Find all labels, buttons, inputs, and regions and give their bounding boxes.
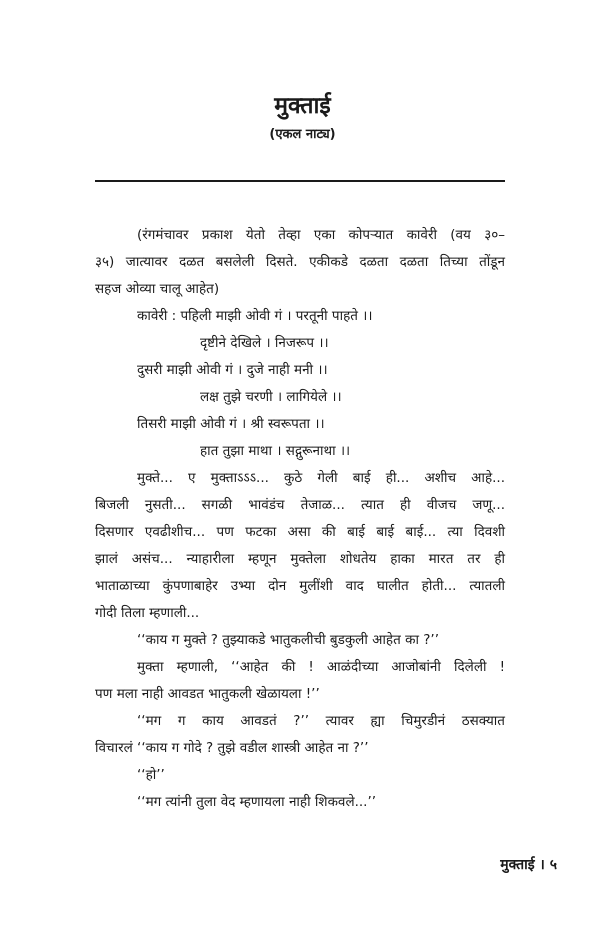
dialogue-line: ‘‘मग ग काय आवडतं ?’’ त्यावर ह्या चिमुरडीनं ठसक्यात	[137, 713, 505, 729]
verse-line: तिसरी माझी ओवी गं । श्री स्वरूपता ।।	[137, 416, 325, 432]
text-line: बिजली नुसती... सगळी भावंडंच तेजाळ... त्यात ही वीजच जणू...	[95, 497, 505, 513]
page-title: मुक्ताई	[274, 93, 331, 119]
verse-line: हात तुझा माथा । सद्गुरूनाथा ।।	[200, 443, 351, 459]
divider-rule	[95, 180, 505, 182]
text-line: ३५) जात्यावर दळत बसलेली दिसते. एकीकडे दळता दळता तिच्या तोंडून	[95, 254, 505, 270]
dialogue-line: ‘‘मग त्यांनी तुला वेद म्हणायला नाही शिकवले...’’	[137, 794, 377, 810]
body-text	[95, 222, 505, 816]
page-subtitle: (एकल नाट्य)	[269, 127, 336, 142]
text-line: सहज ओव्या चालू आहेत)	[95, 281, 220, 297]
dialogue-line: मुक्ता म्हणाली, ‘‘आहेत की ! आळंदीच्या आजोबांनी दिलेली !	[137, 659, 505, 675]
verse-line: दृष्टीने देखिले । निजरूप ।।	[200, 335, 329, 351]
page-footer: मुक्ताई । ५	[500, 857, 557, 873]
verse-line: कावेरी : पहिली माझी ओवी गं । परतूनी पाहते ।।	[137, 308, 373, 324]
text-line: दिसणार एवढीशीच... पण फटका असा की बाई बाई बाई... त्या दिवशी	[95, 524, 505, 540]
text-line: झालं असंच... न्याहारीला म्हणून मुक्तेला शोधतेय हाका मारत तर ही	[95, 551, 505, 567]
dialogue-line: ‘‘हो’’	[137, 767, 165, 783]
verse-line: दुसरी माझी ओवी गं । दुजे नाही मनी ।।	[137, 362, 328, 378]
text-line: गोदी तिला म्हणाली...	[95, 605, 200, 621]
dialogue-line: पण मला नाही आवडत भातुकली खेळायला !’’	[95, 686, 320, 702]
text-line: मुक्ते... ए मुक्ताऽऽऽ... कुठे गेली बाई ही... अशीच आहे...	[137, 470, 505, 486]
dialogue-line: ‘‘काय ग मुक्ते ? तुझ्याकडे भातुकलीची बुडकुली आहेत का ?’’	[137, 632, 439, 648]
verse-line: लक्ष तुझे चरणी । लागियेले ।।	[200, 389, 342, 405]
dialogue-line: विचारलं ‘‘काय ग गोदे ? तुझे वडील शास्त्री आहेत ना ?’’	[95, 740, 369, 756]
text-line: (रंगमंचावर प्रकाश येतो तेव्हा एका कोपऱ्यात कावेरी (वय ३०–	[137, 227, 505, 243]
text-line: भाताळाच्या कुंपणाबाहेर उभ्या दोन मुलींशी वाद घालीत होती... त्यातली	[95, 578, 505, 594]
